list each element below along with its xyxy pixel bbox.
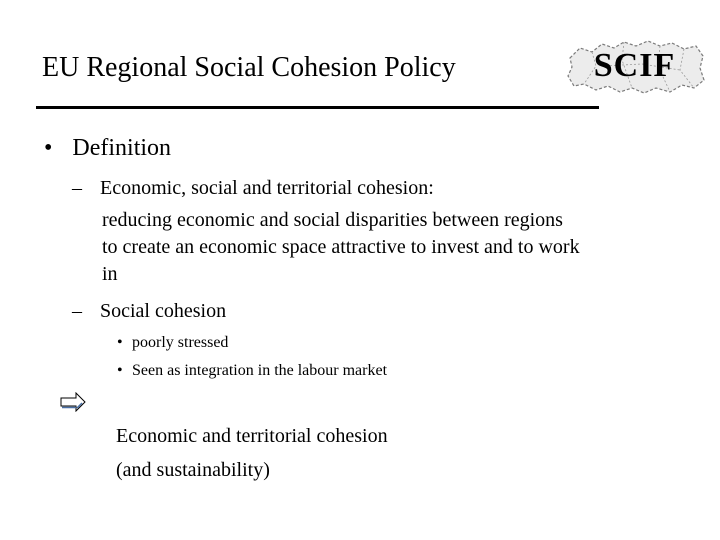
dash-marker: – (72, 300, 82, 322)
bullet-marker: • (117, 362, 123, 379)
point-item (117, 360, 387, 382)
definition-text: Definition (72, 135, 172, 161)
slide-title: EU Regional Social Cohesion Policy (42, 52, 456, 83)
right-arrow-icon (60, 392, 86, 412)
sub-item-cohesion (72, 175, 434, 202)
description-line: reducing economic and social disparities between regions (102, 209, 563, 231)
sub-item-social-cohesion (72, 298, 226, 325)
point-text: Seen as integration in the labour market (132, 362, 388, 379)
bullet-marker: • (117, 334, 123, 351)
sub-item-heading: Economic, social and territorial cohesion: (100, 177, 434, 199)
dash-marker: – (72, 177, 82, 199)
logo-text: SCIF (593, 47, 676, 84)
conclusion-line: Economic and territorial cohesion (116, 425, 388, 447)
point-text: poorly stressed (132, 334, 229, 351)
sub-item-heading: Social cohesion (100, 300, 227, 322)
conclusion (116, 419, 388, 487)
bullet-definition (44, 132, 171, 164)
title-underline (36, 106, 599, 109)
point-item (117, 332, 228, 354)
description-line: in (102, 263, 118, 285)
description-line: to create an economic space attractive to invest and to work (102, 236, 580, 258)
conclusion-line: (and sustainability) (116, 459, 270, 481)
cohesion-description (102, 207, 580, 288)
scif-logo (562, 36, 707, 98)
bullet-marker: • (44, 135, 53, 161)
